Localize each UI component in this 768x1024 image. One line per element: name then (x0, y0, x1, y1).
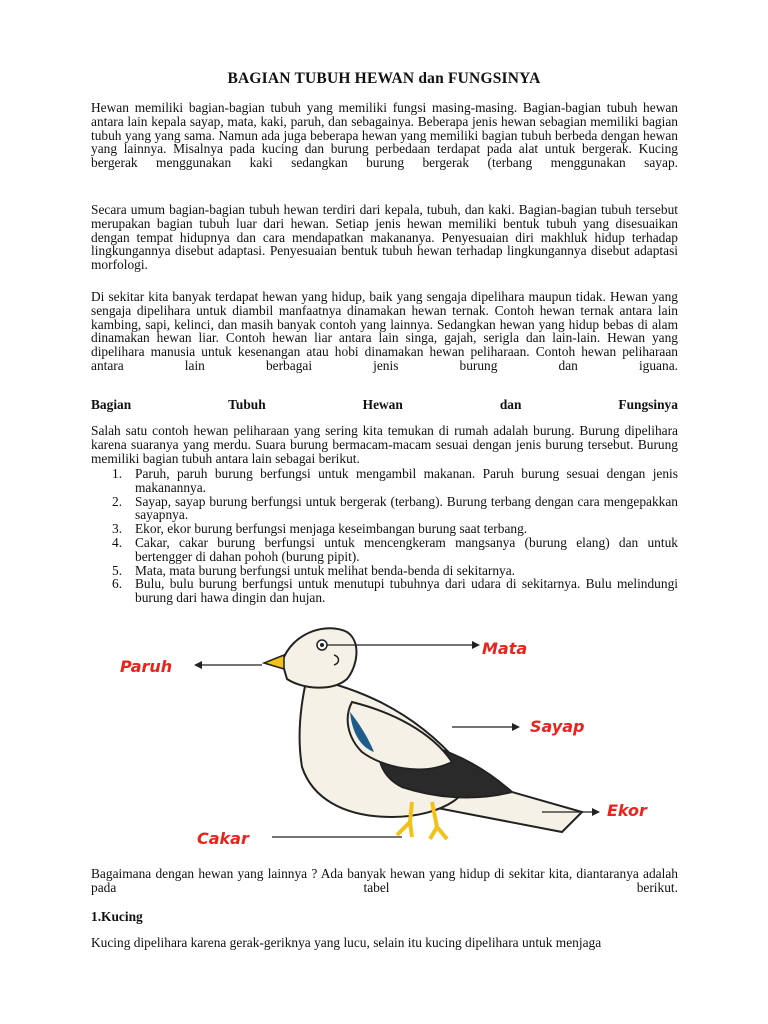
section-heading-word: Tubuh (228, 397, 266, 412)
list-number: 4. (112, 534, 123, 550)
section-heading-word: Bagian (91, 397, 132, 412)
bird-head (282, 628, 356, 687)
list-text: Cakar, cakar burung berfungsi untuk mencengkeram mangsanya (burung elang) dan untuk bertengger di dahan pohoh (burung pipit). (135, 534, 678, 564)
label-ekor: Ekor (607, 801, 647, 820)
label-cakar: Cakar (197, 829, 249, 848)
bird-illustration (112, 617, 672, 857)
kucing-paragraph: Kucing dipelihara karena gerak-geriknya yang lucu, selain itu kucing dipelihara untuk menjaga (91, 935, 602, 951)
list-text: Ekor, ekor burung berfungsi menjaga keseimbangan burung saat terbang. (135, 521, 528, 537)
list-item (112, 564, 678, 578)
list-text: Mata, mata burung berfungsi untuk melihat benda-benda di sekitarnya. (135, 562, 516, 578)
list-item (112, 522, 678, 536)
section-heading-word: Fungsinya (618, 397, 678, 412)
page-title: BAGIAN TUBUH HEWAN dan FUNGSINYA (227, 70, 541, 87)
burung-paragraph: Salah satu contoh hewan peliharaan yang sering kita temukan di rumah adalah burung. Burung dipelihara karena suaranya yang merdu. Suara burung bermacam-macam sesuai dengan jenis burung tersebut. Burung memiliki bagian tubuh antara lain sebagai berikut. (91, 423, 678, 466)
kucing-heading: 1.Kucing (91, 909, 143, 924)
label-paruh: Paruh (120, 657, 173, 676)
list-number: 2. (112, 493, 123, 509)
bird-parts-list (112, 467, 678, 605)
list-item (112, 495, 678, 523)
section-heading (91, 397, 678, 413)
ternak-paragraph: Di sekitar kita banyak terdapat hewan yang hidup, baik yang sengaja dipelihara maupun tidak. Hewan yang sengaja dipelihara untuk diambil manfaatnya dinamakan hewan ternak. Contoh hewan ternak antara lain kambing, sapi, kelinci, dan masih banyak contoh yang lainnya. Sedangkan hewan yang hidup bebas di alam dinamakan hewan liar. Contoh hewan liar antara lain singa, gajah, serigla dan lain-lain. Hewan yang dipelihara manusia untuk kesenangan atau hobi dinamakan hewan peliharaan. Contoh hewan peliharaan antara lain berbagai jenis burung dan iguana. (91, 289, 678, 373)
list-number: 1. (112, 466, 123, 481)
list-item (112, 467, 678, 495)
intro-paragraph: Hewan memiliki bagian-bagian tubuh yang memiliki fungsi masing-masing. Bagian-bagian tubuh hewan antara lain kepala sayap, mata, kaki, paruh, dan sebagainya. Beberapa jenis hewan sebagian memiliki bagian tubuh yang yang sama. Namun ada juga beberapa hewan yang memiliki bagian tubuh berbeda dengan hewan yang lainnya. Misalnya pada kucing dan burung perbedaan terdapat pada alat untuk bergerak. Kucing bergerak menggunakan kaki sedangkan burung bergerak (terbang menggunakan sayap. (91, 100, 678, 171)
lainnya-paragraph: Bagaimana dengan hewan yang lainnya ? Ada banyak hewan yang hidup di sekitar kita, diantaranya adalah pada tabel berikut. (91, 866, 678, 895)
list-text: Paruh, paruh burung berfungsi untuk mengambil makanan. Paruh burung sesuai dengan jenis makanannya. (135, 466, 678, 495)
label-mata: Mata (482, 639, 528, 658)
adaptasi-paragraph: Secara umum bagian-bagian tubuh hewan terdiri dari kepala, tubuh, dan kaki. Bagian-bagian tubuh tersebut merupakan bagian tubuh luar dari hewan. Setiap jenis hewan memiliki bentuk tubuh yang disesuaikan dengan tempat hidupnya dan cara mendapatkan makananya. Penyesuaian diri makhluk hidup terhadap lingkungannya disebut adaptasi. Penyesuaian bentuk tubuh hewan terhadap lingkungannya disebut adaptasi morfologi. (91, 202, 678, 273)
list-text: Bulu, bulu burung berfungsi untuk menutupi tubuhnya dari udara di sekitarnya. Bulu melindungi burung dari hawa dingin dan hujan. (135, 576, 678, 606)
list-item (112, 577, 678, 605)
section-heading-word: dan (499, 397, 522, 412)
bird-diagram (112, 617, 672, 857)
list-item (112, 536, 678, 564)
list-number: 6. (112, 576, 123, 592)
label-sayap: Sayap (530, 717, 585, 736)
bird-beak (264, 655, 284, 669)
list-text: Sayap, sayap burung berfungsi untuk bergerak (terbang). Burung terbang dengan cara mengepakkan sayapnya. (135, 493, 678, 523)
list-number: 5. (112, 562, 123, 578)
list-number: 3. (112, 521, 123, 537)
section-heading-word: Hewan (362, 397, 403, 412)
